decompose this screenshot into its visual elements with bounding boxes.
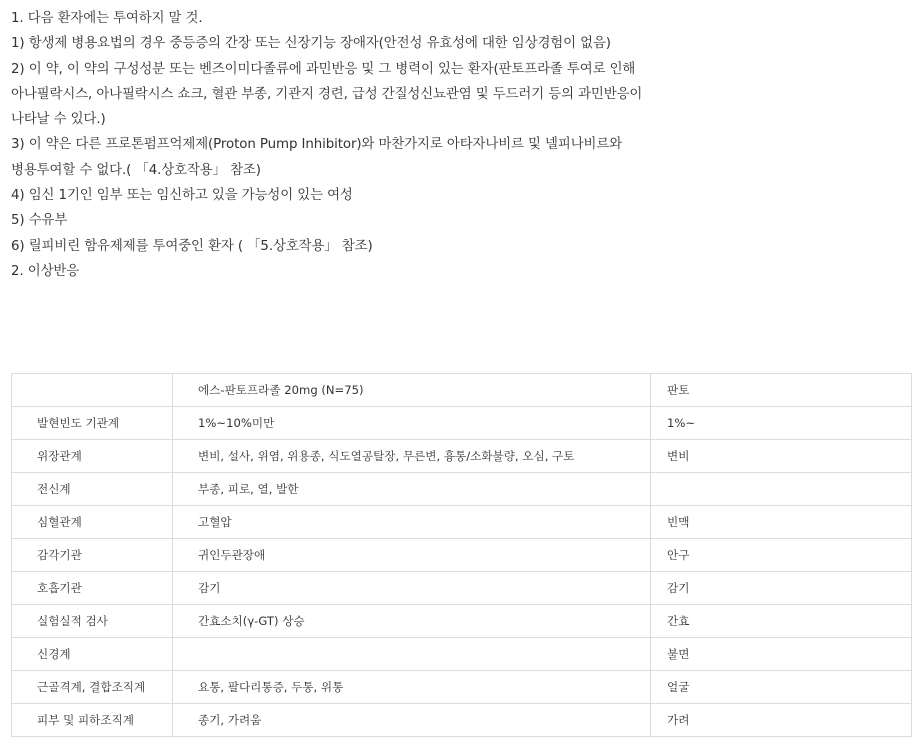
table-cell-value: 고혈압 — [173, 506, 651, 539]
contraindication-item-5: 5) 수유부 — [11, 213, 68, 229]
contraindications-text — [11, 6, 679, 284]
table-row — [12, 473, 912, 506]
section-heading-adverse-reactions: 2. 이상반응 — [11, 263, 80, 279]
table-cell-value: 간효 — [651, 605, 912, 638]
table-cell-organ: 발현빈도 기관계 — [12, 407, 173, 440]
table-cell-value: 1%~10%미만 — [173, 407, 651, 440]
table-row — [12, 704, 912, 737]
contraindication-item-3: 3) 이 약은 다른 프로톤펌프억제제(Proton Pump Inhibitor)와 마찬가지로 아타자나비르 및 넬피나비르와 병용투여할 수 없다.( 「4.상호작용」 참조) — [11, 137, 623, 178]
table-cell-organ: 근골격계, 결합조직계 — [12, 671, 173, 704]
table-cell-value: 1%~ — [651, 407, 912, 440]
table-cell-value: 변비, 설사, 위염, 위용종, 식도열공탈장, 무른변, 흉통/소화불량, 오심, 구토 — [173, 440, 651, 473]
table-cell-value: 불면 — [651, 638, 912, 671]
table-cell-value: 감기 — [173, 572, 651, 605]
table-row — [12, 671, 912, 704]
table-cell-value: 얼굴 — [651, 671, 912, 704]
table-row — [12, 572, 912, 605]
contraindication-item-4: 4) 임신 1기인 임부 또는 임신하고 있을 가능성이 있는 여성 — [11, 188, 353, 204]
section-heading-contraindications: 1. 다음 환자에는 투여하지 말 것. — [11, 11, 203, 26]
table-cell-value: 감기 — [651, 572, 912, 605]
table-cell-value: 부종, 피로, 열, 발한 — [173, 473, 651, 506]
contraindication-item-6: 6) 릴피비린 함유제제를 투여중인 환자 ( 「5.상호작용」 참조) — [11, 238, 373, 254]
table-cell-value: 귀인두관장애 — [173, 539, 651, 572]
table-cell-value: 요통, 팔다리통증, 두통, 위통 — [173, 671, 651, 704]
table-cell-organ: 감각기관 — [12, 539, 173, 572]
table-cell-organ: 전신계 — [12, 473, 173, 506]
table-cell-organ: 위장관계 — [12, 440, 173, 473]
adverse-reactions-table — [11, 373, 912, 737]
table-row — [12, 506, 912, 539]
contraindication-item-1: 1) 항생제 병용요법의 경우 중등증의 간장 또는 신장기능 장애자(안전성 유효성에 대한 임상경험이 없음) — [11, 36, 611, 52]
table-cell-value: 안구 — [651, 539, 912, 572]
table-header-cell: 에스-판토프라졸 20mg (N=75) — [173, 374, 651, 407]
table-cell-organ: 피부 및 피하조직계 — [12, 704, 173, 737]
table-header-row — [12, 374, 912, 407]
table-row — [12, 638, 912, 671]
table-row — [12, 407, 912, 440]
contraindication-item-2: 2) 이 약, 이 약의 구성성분 또는 벤즈이미다졸류에 과민반응 및 그 병력이 있는 환자(판토프라졸 투여로 인해 아나필락시스, 아나필락시스 쇼크, 혈관 부종, 기관지 경련, 급성 간질성신뇨관염 및 두드러기 등의 과민반응이 나타날 수 있다.) — [11, 61, 643, 128]
table-row — [12, 440, 912, 473]
table-cell-organ: 심혈관계 — [12, 506, 173, 539]
table-cell-organ: 호흡기관 — [12, 572, 173, 605]
table-header-cell — [12, 374, 173, 407]
table-cell-value — [173, 638, 651, 671]
adverse-reactions-table-container[interactable] — [11, 373, 696, 739]
table-cell-value: 간효소치(γ-GT) 상승 — [173, 605, 651, 638]
table-cell-organ: 실험실적 검사 — [12, 605, 173, 638]
table-header-cell: 판토 — [651, 374, 912, 407]
table-cell-value: 변비 — [651, 440, 912, 473]
table-cell-value: 빈맥 — [651, 506, 912, 539]
table-cell-value: 가려 — [651, 704, 912, 737]
table-row — [12, 539, 912, 572]
table-cell-organ: 신경계 — [12, 638, 173, 671]
table-row — [12, 605, 912, 638]
table-cell-value — [651, 473, 912, 506]
table-cell-value: 종기, 가려움 — [173, 704, 651, 737]
